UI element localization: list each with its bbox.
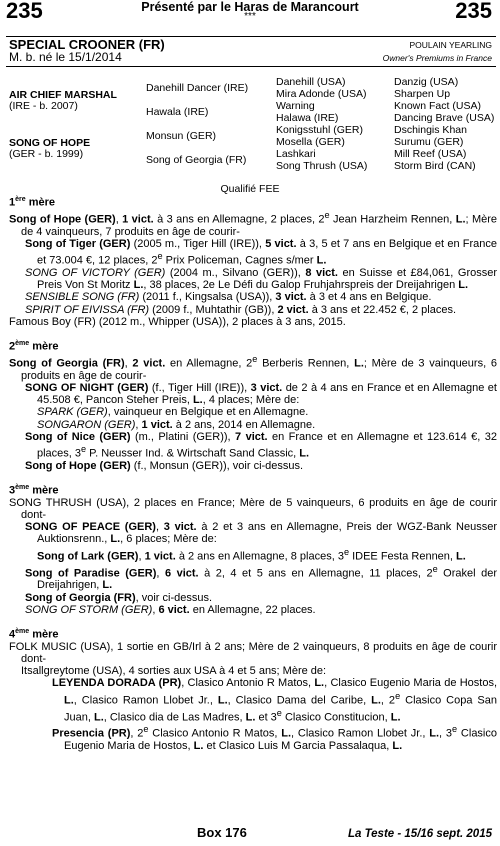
section-second-dam: 2ème mère (9, 340, 59, 353)
pedigree-g2-1: Danehill Dancer (IRE) (146, 82, 249, 94)
horse-name: SPECIAL CROONER (FR) (9, 37, 165, 52)
qualification: Qualifié FEE (220, 183, 280, 195)
pedigree-g4-1: Danzig (USA) (394, 76, 459, 88)
pedigree-g3-6: Mosella (GER) (276, 136, 345, 148)
third-dam-produce-3: Song of Georgia (FR), voir ci-dessus. (25, 591, 213, 604)
owner-premium: Owner's Premiums in France (382, 53, 492, 63)
pedigree-g4-4: Dancing Brave (USA) (394, 112, 495, 124)
sale-venue: La Teste - 15/16 sept. 2015 (347, 828, 492, 840)
family-notes (9, 194, 497, 752)
pedigree-g3-4: Halawa (IRE) (276, 112, 339, 124)
lot-number-left: 235 (6, 0, 43, 23)
box-number: Box 176 (197, 825, 247, 840)
pedigree-g3-5: Konigsstuhl (GER) (276, 124, 363, 136)
divider-pedigree (6, 66, 496, 67)
second-dam-produce-1: SONG OF NIGHT (GER) (f., Tiger Hill (IRE)), 3 vict. de 2 à 4 ans en France et en Allemagne et 45.508 €, Pancon Steher Preis, L., 4 places; Mère de: (25, 381, 497, 407)
pedigree-g3-3: Warning (276, 100, 315, 112)
fourth-dam-produce-1: Itsallgreytome (USA), 4 sorties aux USA à 4 et 5 ans; Mère de: (21, 665, 327, 678)
pedigree-g4-5: Dschingis Khan (394, 124, 467, 136)
pedigree-g2-4: Song of Georgia (FR) (146, 154, 247, 166)
third-dam-produce-1a: Song of Lark (GER), 1 vict. à 2 ans en Allemagne, 8 places, 3e IDEE Festa Rennen, L. (37, 546, 466, 563)
section-third-dam: 3ème mère (9, 484, 59, 497)
second-dam-produce-2: Song of Nice (GER) (m., Platini (GER)), 7 vict. en France et en Allemagne et 123.614 €, 32 places, 3e P. Neusser Ind. & Wirtschaft Sand Classic, L. (25, 430, 497, 460)
fourth-dam-produce-1a: LEYENDA DORADA (PR), Clasico Antonio R Matos, L., Clasico Eugenio Maria de Hostos, L., Clasico Ramon Llobet Jr., L., Clasico Dama del Caribe, L., 2e Clasico Copa San Juan, L., Clasico dia de Las Madres, L. et 3e Clasico Constitucion, L. (52, 677, 498, 724)
first-dam-produce-5: Famous Boy (FR) (2012 m., Whipper (USA)), 2 places à 3 ans, 2015. (9, 315, 346, 328)
pedigree-g3-7: Lashkari (276, 148, 316, 160)
horse-info: M. b. né le 15/1/2014 (9, 50, 122, 64)
first-dam-produce-1: Song of Tiger (GER) (2005 m., Tiger Hill (IRE)), 5 vict. à 3, 5 et 7 ans en Belgique et en France et 73.004 €, 12 places, 2e Prix Policeman, Cagnes s/mer L. (25, 237, 498, 267)
fourth-dam-produce-1b: Presencia (PR), 2e Clasico Antonio R Matos, L., Clasico Ramon Llobet Jr., L., 3e Clasico Eugenio Maria de Hostos, L. et Clasico Luis M Garcia Passalaqua, L. (52, 724, 497, 753)
second-dam-produce-3: Song of Hope (GER) (f., Monsun (GER)), voir ci-dessus. (25, 459, 304, 472)
category: POULAIN YEARLING (409, 40, 492, 50)
section-first-dam: 1ère mère (9, 196, 55, 209)
third-dam-produce-4: SONG OF STORM (GER), 6 vict. en Allemagne, 22 places. (25, 603, 316, 616)
pedigree-g3-1: Danehill (USA) (276, 76, 346, 88)
second-dam-produce-1a: SPARK (GER), vainqueur en Belgique et en Allemagne. (37, 406, 309, 419)
third-dam-produce-2: Song of Paradise (GER), 6 vict. à 2, 4 et 5 ans en Allemagne, 11 places, 2e Orakel der Dreijahrigen, L. (25, 563, 497, 592)
first-dam-produce-2: SONG OF VICTORY (GER) (2004 m., Silvano (GER)), 8 vict. en Suisse et £84,061, Grosser Preis Von St Moritz L., 38 places, 2e Le Défi du Galop Fruhjahrspreis der Dreijahrigen L. (25, 266, 498, 292)
pedigree-g4-2: Sharpen Up (394, 88, 451, 100)
first-dam-produce-3: SENSIBLE SONG (FR) (2011 f., Kingsalsa (USA)), 3 vict. à 3 et 4 ans en Belgique. (25, 291, 432, 304)
first-dam-produce-4: SPIRIT OF EIVISSA (FR) (2009 f., Muhtathir (GB)), 2 vict. à 3 ans et 22.452 €, 2 places. (25, 303, 457, 316)
pedigree-g2-3: Monsun (GER) (146, 130, 217, 142)
pedigree-g4-8: Storm Bird (CAN) (394, 160, 476, 172)
third-dam-text: SONG THRUSH (USA), 2 places en France; Mère de 5 vainqueurs, 6 produits en âge de courir dont- (9, 496, 497, 522)
second-dam-produce-1b: SONGARON (GER), 1 vict. à 2 ans, 2014 en Allemagne. (37, 418, 316, 431)
fourth-dam-text: FOLK MUSIC (USA), 1 sortie en GB/Irl à 2 ans; Mère de 2 vainqueurs, 8 produits en âge de courir dont- (9, 640, 497, 666)
pedigree-g4-6: Surumu (GER) (394, 136, 464, 148)
dam-info: (GER - b. 1999) (9, 148, 84, 160)
pedigree-g2-2: Hawala (IRE) (146, 106, 209, 118)
consignor-title: Présenté par le Haras de Marancourt (141, 0, 359, 14)
pedigree-g3-2: Mira Adonde (USA) (276, 88, 367, 100)
second-dam-text: Song of Georgia (FR), 2 vict. en Allemagne, 2e Berberis Rennen, L.; Mère de 3 vainqueurs, 6 produits en âge de courir- (9, 353, 497, 382)
section-fourth-dam: 4ème mère (9, 628, 59, 641)
dam-name: SONG OF HOPE (9, 137, 91, 149)
pedigree-g3-8: Song Thrush (USA) (276, 160, 368, 172)
first-dam-text: Song of Hope (GER), 1 vict. à 3 ans en Allemagne, 2 places, 2e Jean Harzheim Rennen, L.; Mère de 4 vainqueurs, 7 produits en âge de courir- (9, 209, 498, 238)
stars: *** (244, 11, 256, 22)
sire-name: AIR CHIEF MARSHAL (9, 89, 117, 101)
third-dam-produce-1: SONG OF PEACE (GER), 3 vict. à 2 et 3 ans en Allemagne, Preis der WGZ-Bank Neusser Auktionsrenn., L., 6 places; Mère de: (25, 521, 497, 546)
pedigree-g4-7: Mill Reef (USA) (394, 148, 467, 160)
pedigree-g4-3: Known Fact (USA) (394, 100, 481, 112)
sire-info: (IRE - b. 2007) (9, 100, 78, 112)
lot-number-right: 235 (455, 0, 492, 23)
